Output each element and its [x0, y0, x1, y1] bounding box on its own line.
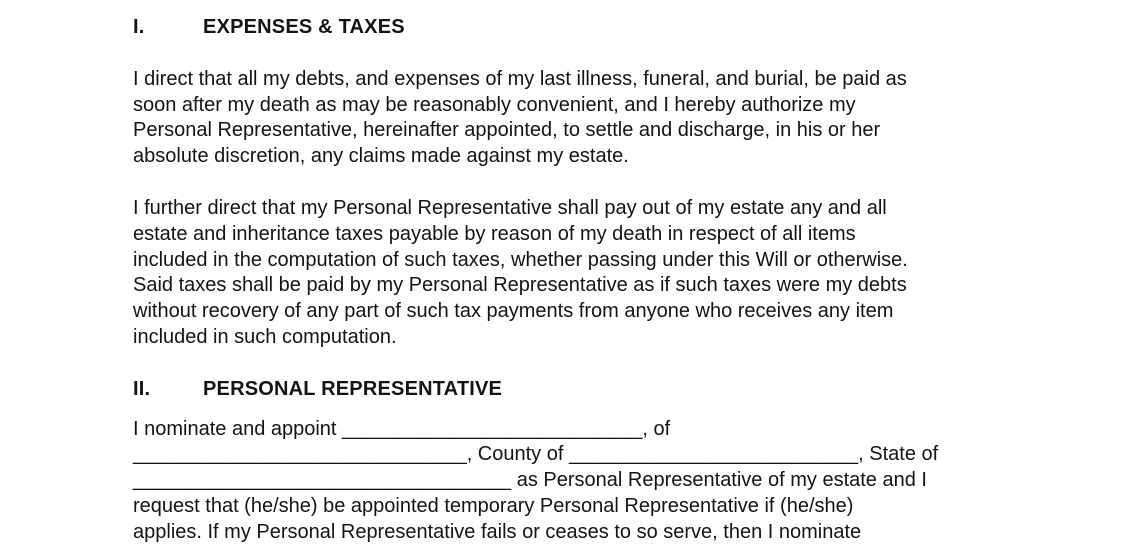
text-line-with-blank: I nominate and appoint ___________________________, of	[133, 417, 671, 440]
section-title: EXPENSES & TAXES	[203, 16, 405, 38]
section-number: I.	[133, 16, 145, 38]
text-line: absolute discretion, any claims made against my estate.	[133, 145, 629, 168]
text-line: Said taxes shall be paid by my Personal Representative as if such taxes were my debts	[133, 274, 907, 297]
text-line: applies. If my Personal Representative fails or ceases to so serve, then I nominate	[133, 520, 862, 543]
text-line: without recovery of any part of such tax payments from anyone who receives any item	[133, 300, 894, 323]
section-number: II.	[133, 377, 151, 400]
paragraph-debts-expenses	[133, 67, 1025, 170]
text-line: included in such computation.	[133, 325, 397, 348]
text-line: estate and inheritance taxes payable by reason of my death in respect of all items	[133, 222, 856, 245]
section-title: PERSONAL REPRESENTATIVE	[203, 377, 503, 400]
text-line: I further direct that my Personal Representative shall pay out of my estate any and all	[133, 196, 887, 219]
text-line-with-blank: __________________________________ as Personal Representative of my estate and I	[133, 469, 927, 492]
paragraph-nomination-blanks	[133, 417, 1025, 546]
text-line: request that (he/she) be appointed temporary Personal Representative if (he/she)	[133, 494, 854, 517]
paragraph-estate-taxes	[133, 196, 1025, 351]
section-heading-expenses-taxes	[133, 15, 1025, 41]
text-line: soon after my death as may be reasonably convenient, and I hereby authorize my	[133, 93, 856, 116]
text-line-with-blank: ______________________________, County of __________________________, State of	[133, 443, 939, 466]
text-line: Personal Representative, hereinafter appointed, to settle and discharge, in his or her	[133, 119, 881, 142]
section-heading-personal-representative	[133, 377, 1025, 403]
text-line: I direct that all my debts, and expenses of my last illness, funeral, and burial, be paid as	[133, 67, 907, 90]
text-line: included in the computation of such taxes, whether passing under this Will or otherwise.	[133, 248, 908, 271]
